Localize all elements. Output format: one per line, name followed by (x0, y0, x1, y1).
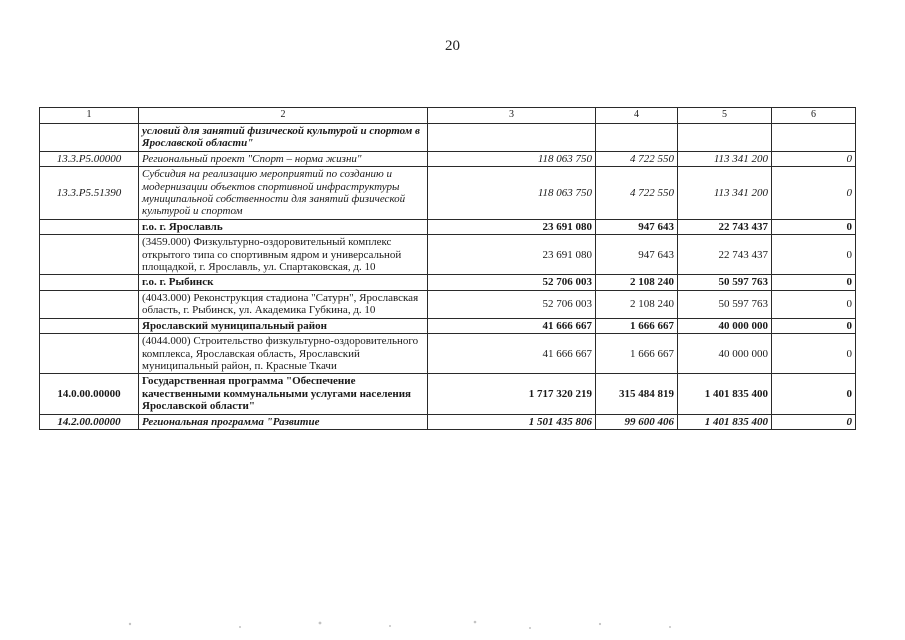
name-cell: (4044.000) Строительство физкультурно-оздоровительного комплекса, Ярославская область, Ярославский муниципальный район, п. Красные Ткачи (139, 334, 428, 374)
column-header: 5 (678, 108, 772, 124)
amount-col4-cell: 947 643 (596, 235, 678, 275)
name-cell: условий для занятий физической культурой и спортом в Ярославской области" (139, 124, 428, 152)
table-row (40, 414, 856, 429)
amount-total-cell: 23 691 080 (428, 219, 596, 234)
code-cell (40, 275, 139, 290)
amount-col5-cell: 1 401 835 400 (678, 374, 772, 414)
budget-table (39, 107, 856, 430)
amount-total-cell: 41 666 667 (428, 334, 596, 374)
code-cell: 14.2.00.00000 (40, 414, 139, 429)
column-header: 1 (40, 108, 139, 124)
page-number: 20 (445, 38, 460, 54)
code-cell (40, 124, 139, 152)
amount-col5-cell: 50 597 763 (678, 290, 772, 318)
name-cell: Государственная программа "Обеспечение качественными коммунальными услугами населения Ярославской области" (139, 374, 428, 414)
table-row (40, 374, 856, 414)
amount-total-cell: 1 501 435 806 (428, 414, 596, 429)
amount-total-cell: 1 717 320 219 (428, 374, 596, 414)
amount-col6-cell: 0 (772, 414, 856, 429)
amount-col6-cell: 0 (772, 334, 856, 374)
amount-col6-cell: 0 (772, 275, 856, 290)
amount-col5-cell (678, 124, 772, 152)
amount-col4-cell (596, 124, 678, 152)
amount-total-cell (428, 124, 596, 152)
name-cell: г.о. г. Рыбинск (139, 275, 428, 290)
table-row (40, 334, 856, 374)
name-cell: Региональный проект "Спорт – норма жизни" (139, 151, 428, 166)
amount-total-cell: 52 706 003 (428, 290, 596, 318)
amount-col4-cell: 1 666 667 (596, 318, 678, 333)
amount-col5-cell: 113 341 200 (678, 151, 772, 166)
amount-col6-cell: 0 (772, 219, 856, 234)
amount-col6-cell (772, 124, 856, 152)
amount-col5-cell: 1 401 835 400 (678, 414, 772, 429)
code-cell (40, 334, 139, 374)
code-cell (40, 235, 139, 275)
amount-col4-cell: 4 722 550 (596, 151, 678, 166)
table-row (40, 235, 856, 275)
scan-noise (60, 618, 860, 632)
amount-col6-cell: 0 (772, 318, 856, 333)
code-cell (40, 290, 139, 318)
column-header: 2 (139, 108, 428, 124)
code-cell (40, 219, 139, 234)
amount-col5-cell: 22 743 437 (678, 235, 772, 275)
amount-col5-cell: 113 341 200 (678, 167, 772, 220)
table-row (40, 124, 856, 152)
amount-col4-cell: 1 666 667 (596, 334, 678, 374)
name-cell: Субсидия на реализацию мероприятий по созданию и модернизации объектов спортивной инфраструктуры муниципальной собственности для занятий физической культурой и спортом (139, 167, 428, 220)
amount-col4-cell: 2 108 240 (596, 275, 678, 290)
amount-total-cell: 52 706 003 (428, 275, 596, 290)
name-cell: г.о. г. Ярославль (139, 219, 428, 234)
table-header-row (40, 108, 856, 124)
table-row (40, 275, 856, 290)
amount-col6-cell: 0 (772, 235, 856, 275)
amount-total-cell: 118 063 750 (428, 167, 596, 220)
code-cell: 13.3.P5.51390 (40, 167, 139, 220)
amount-total-cell: 41 666 667 (428, 318, 596, 333)
table-row (40, 167, 856, 220)
amount-col6-cell: 0 (772, 167, 856, 220)
amount-col5-cell: 40 000 000 (678, 318, 772, 333)
name-cell: (4043.000) Реконструкция стадиона "Сатурн", Ярославская область, г. Рыбинск, ул. Академика Губкина, д. 10 (139, 290, 428, 318)
amount-col4-cell: 315 484 819 (596, 374, 678, 414)
amount-total-cell: 23 691 080 (428, 235, 596, 275)
amount-col4-cell: 99 600 406 (596, 414, 678, 429)
table-row (40, 318, 856, 333)
amount-col4-cell: 4 722 550 (596, 167, 678, 220)
name-cell: Ярославский муниципальный район (139, 318, 428, 333)
name-cell: Региональная программа "Развитие (139, 414, 428, 429)
amount-col4-cell: 947 643 (596, 219, 678, 234)
code-cell: 13.3.P5.00000 (40, 151, 139, 166)
amount-col5-cell: 40 000 000 (678, 334, 772, 374)
column-header: 3 (428, 108, 596, 124)
code-cell: 14.0.00.00000 (40, 374, 139, 414)
amount-col6-cell: 0 (772, 374, 856, 414)
table-row (40, 151, 856, 166)
column-header: 4 (596, 108, 678, 124)
column-header: 6 (772, 108, 856, 124)
amount-col4-cell: 2 108 240 (596, 290, 678, 318)
amount-col6-cell: 0 (772, 290, 856, 318)
table-row (40, 290, 856, 318)
amount-col5-cell: 50 597 763 (678, 275, 772, 290)
amount-col6-cell: 0 (772, 151, 856, 166)
amount-col5-cell: 22 743 437 (678, 219, 772, 234)
name-cell: (3459.000) Физкультурно-оздоровительный комплекс открытого типа со спортивным ядром и универсальной площадкой, г. Ярославль, ул. Спартаковская, д. 10 (139, 235, 428, 275)
table-row (40, 219, 856, 234)
amount-total-cell: 118 063 750 (428, 151, 596, 166)
code-cell (40, 318, 139, 333)
